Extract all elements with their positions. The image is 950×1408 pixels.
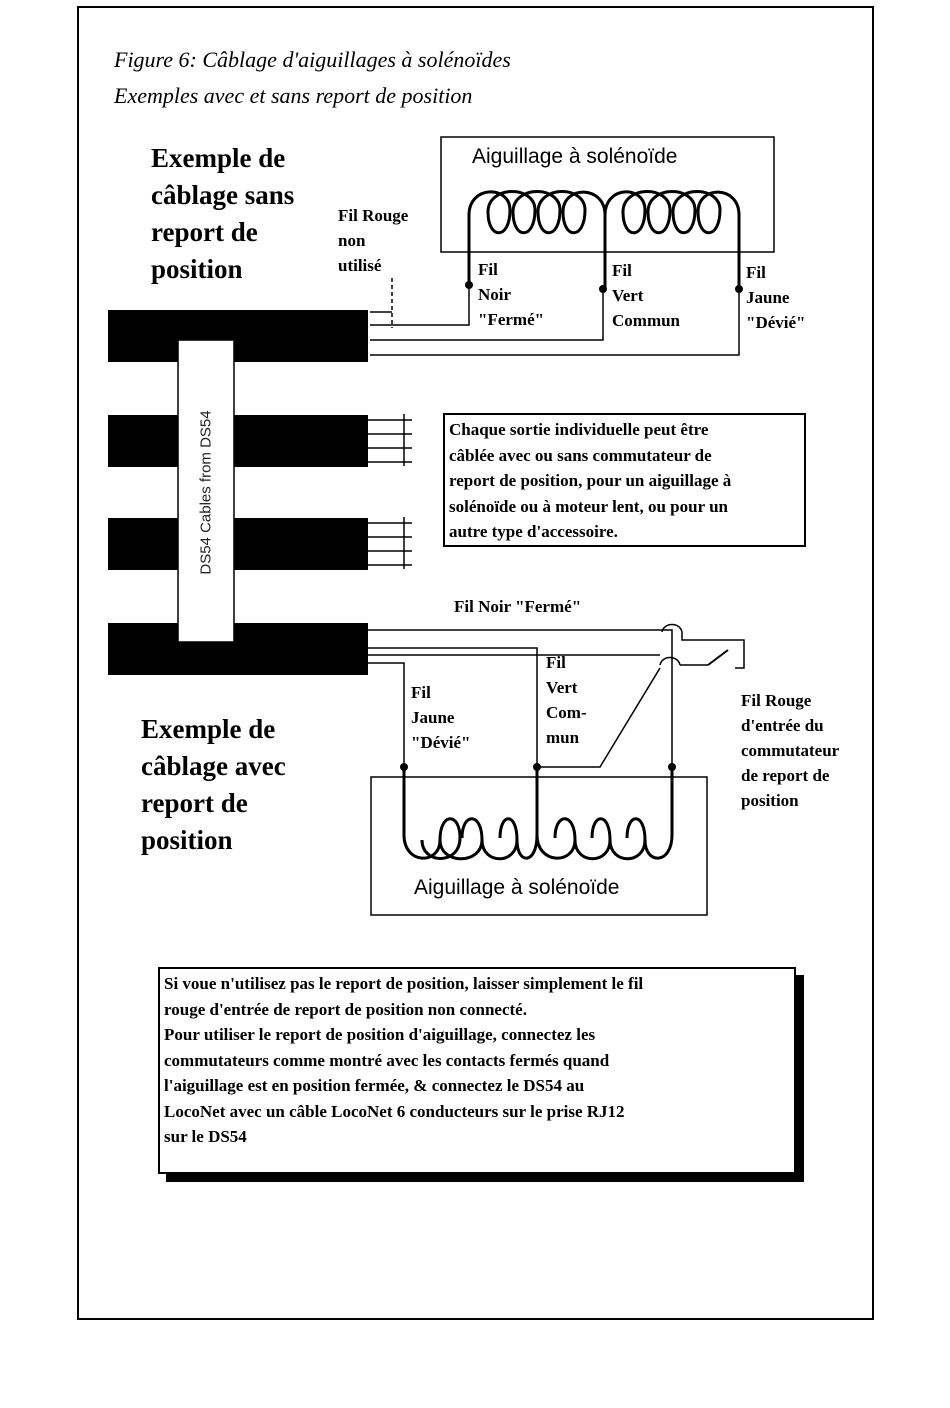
top-wire-black: [370, 285, 469, 325]
bottom-heading: Exemple de câblage avec report de position: [141, 714, 286, 855]
bottom-wire-yellow: [368, 663, 404, 767]
bottom-coil: [404, 767, 537, 859]
figure-title: Figure 6: Câblage d'aiguillages à solénoïdes: [114, 47, 511, 72]
cable-2: [108, 415, 368, 467]
bottom-box-title: Aiguillage à solénoïde: [414, 876, 620, 899]
figure-subtitle: Exemples avec et sans report de position: [114, 83, 473, 108]
bottom-coil-2: [537, 767, 672, 859]
top-wire-yellow: [370, 289, 739, 355]
cable-4: [108, 623, 368, 675]
info-note: Chaque sortie individuelle peut être câblée avec ou sans commutateur de report de position, pour un aiguillage à solénoïde ou à moteur lent, ou pour un autre type d'accessoire.: [443, 413, 806, 547]
ds54-cable-label: DS54 Cables from DS54: [197, 409, 215, 575]
top-heading: Exemple de câblage sans report de position: [151, 143, 295, 284]
cable-1: [108, 310, 368, 362]
top-box-title: Aiguillage à solénoïde: [472, 145, 678, 168]
bottom-green-wire-label: Fil Vert Com- mun: [546, 653, 587, 747]
bottom-black-wire-label: Fil Noir "Fermé": [454, 597, 582, 616]
top-black-wire-label: Fil Noir "Fermé": [478, 260, 545, 329]
top-yellow-wire-label: Fil Jaune "Dévié": [746, 263, 806, 332]
cable-3: [108, 518, 368, 570]
bottom-wire-black: [368, 630, 672, 640]
bottom-yellow-wire-label: Fil Jaune "Dévié": [411, 683, 471, 752]
footer-note: Si voue n'utilisez pas le report de position, laisser simplement le fil rouge d'entrée de report de position non connecté. Pour utiliser le report de position d'aiguillage, connectez les commutateurs comme montré avec les contacts fermés quand l'aiguillage est en position fermée, & connectez le DS54 au LocoNet avec un câble LocoNet 6 conducteurs sur le prise RJ12 sur le DS54: [158, 967, 796, 1174]
bottom-red-wire-label: Fil Rouge d'entrée du commutateur de report de position: [741, 691, 840, 810]
top-red-wire-label: Fil Rouge non utilisé: [338, 206, 409, 275]
top-green-wire-label: Fil Vert Commun: [612, 261, 681, 330]
